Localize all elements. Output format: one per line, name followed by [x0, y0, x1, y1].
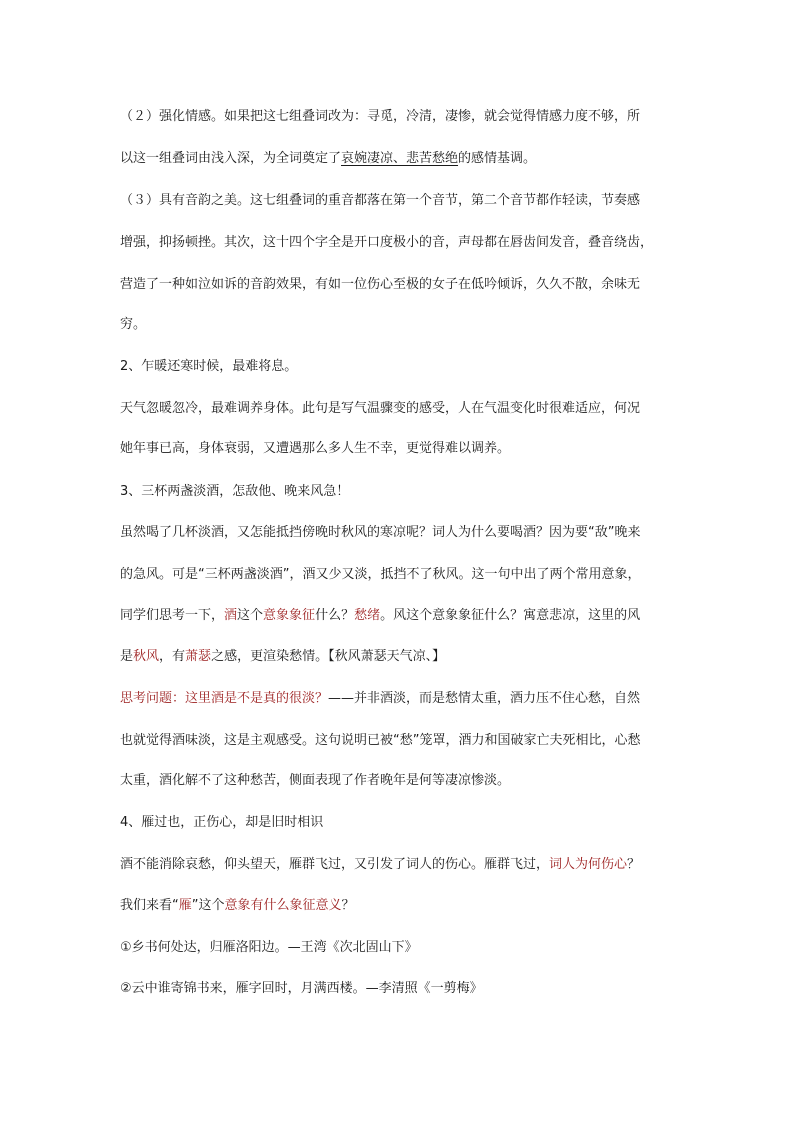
- text-run: 4、雁过也，正伤心，却是旧时相识: [120, 815, 324, 830]
- paragraph-line: [120, 897, 355, 915]
- text-run: 什么？: [315, 608, 355, 623]
- list-item: [120, 980, 483, 998]
- text-run: 穷。: [120, 317, 147, 332]
- text-run: ②云中谁寄锦书来，雁字回时，月满西楼。—李清照《一剪梅》: [120, 981, 483, 996]
- text-run: 的急风。可是“三杯两盏淡酒”，酒又少又淡，抵挡不了秋风。这一句中出了两个常用意象，: [120, 567, 641, 582]
- text-run: 酒不能消除哀愁，仰头望天，雁群飞过，又引发了词人的伤心。雁群飞过，: [120, 857, 550, 872]
- highlighted-question: 词人为何伤心: [549, 857, 628, 872]
- highlighted-term: 萧瑟: [185, 649, 212, 664]
- text-run: 之感，更渲染愁情。【秋风萧瑟天气凉、】: [211, 649, 446, 664]
- highlighted-term: 意象有什么象征意义: [224, 898, 342, 913]
- paragraph-line: [120, 276, 640, 294]
- paragraph-line: [120, 856, 640, 874]
- text-run: ”这个: [191, 898, 225, 913]
- text-run: ？: [341, 898, 355, 913]
- text-run: ——并非酒淡，而是愁情太重，酒力压不住心愁，自然: [328, 691, 641, 706]
- text-run: 同学们思考一下，: [120, 608, 225, 623]
- text-run: （２）强化情感。如果把这七组叠词改为：寻觅，冷清，凄惨，就会觉得情感力度不够，所: [120, 109, 641, 124]
- text-run: 她年事已高，身体衰弱，又遭遇那么多人生不幸，更觉得难以调养。: [120, 441, 511, 456]
- text-run: 是: [120, 649, 134, 664]
- text-run: 3、三杯两盏淡酒，怎敌他、晚来风急！: [120, 484, 350, 499]
- text-run: ？: [627, 857, 641, 872]
- paragraph-line: [120, 234, 653, 252]
- text-run: 2、乍暖还寒时候，最难将息。: [120, 359, 298, 374]
- text-run: 我们来看“: [120, 898, 179, 913]
- text-run: 这个: [237, 608, 264, 623]
- paragraph-line: [120, 690, 640, 708]
- paragraph-line: [120, 316, 146, 334]
- text-run: 营造了一种如泣如诉的音韵效果，有如一位伤心至极的女子在低吟倾诉，久久不散，余味无: [120, 277, 641, 292]
- text-run: 也就觉得酒味淡，这是主观感受。这句说明已被“愁”笼罩，酒力和国破家亡夫死相比，心愁: [120, 733, 641, 748]
- text-run: （３）具有音韵之美。这七组叠词的重音都落在第一个音节，第二个音节都作轻读，节奏感: [120, 193, 641, 208]
- paragraph-line: [120, 648, 445, 666]
- text-run: ，有: [159, 649, 186, 664]
- highlighted-term: 愁绪: [354, 608, 381, 623]
- section-heading: [120, 358, 297, 376]
- paragraph-line: [120, 150, 536, 168]
- highlighted-term: 雁: [178, 898, 192, 913]
- text-run: ①乡书何处达，归雁洛阳边。—王湾《次北固山下》: [120, 940, 418, 955]
- paragraph-line: [120, 400, 640, 418]
- list-item: [120, 939, 418, 957]
- paragraph-line: [120, 607, 640, 625]
- highlighted-term: 秋风: [133, 649, 160, 664]
- question-label: 思考问题：: [120, 691, 186, 706]
- text-run: 增强，抑扬顿挫。其次，这十四个字全是开口度极小的音，声母都在唇齿间发音，叠音绕齿，: [120, 235, 654, 250]
- highlighted-term: 意象象征: [263, 608, 316, 623]
- paragraph-line: [120, 440, 510, 458]
- text-run: 以这一组叠词由浅入深，为全词奠定了: [120, 151, 342, 166]
- paragraph-line: [120, 566, 640, 584]
- section-heading: [120, 814, 323, 832]
- text-run: 的感情基调。: [458, 151, 537, 166]
- text-run: 。风这个意象象征什么？寓意悲凉，这里的风: [380, 608, 641, 623]
- highlighted-term: 酒: [224, 608, 238, 623]
- text-run: 虽然喝了几杯淡酒，又怎能抵挡傍晚时秋风的寒凉呢？词人为什么要喝酒？因为要“敌”晚来: [120, 525, 641, 540]
- highlighted-question: 这里酒是不是真的很淡？: [185, 691, 329, 706]
- text-run: 天气忽暖忽冷，最难调养身体。此句是写气温骤变的感受，人在气温变化时很难适应，何况: [120, 401, 641, 416]
- text-run: 太重，酒化解不了这种愁苦，侧面表现了作者晚年是何等凄凉惨淡。: [120, 773, 511, 788]
- paragraph-line: [120, 192, 640, 210]
- paragraph-line: [120, 524, 640, 542]
- section-heading: [120, 483, 349, 501]
- paragraph-line: [120, 108, 640, 126]
- underlined-phrase: 哀婉凄凉、悲苦愁绝: [341, 151, 459, 166]
- paragraph-line: [120, 732, 640, 750]
- paragraph-line: [120, 772, 510, 790]
